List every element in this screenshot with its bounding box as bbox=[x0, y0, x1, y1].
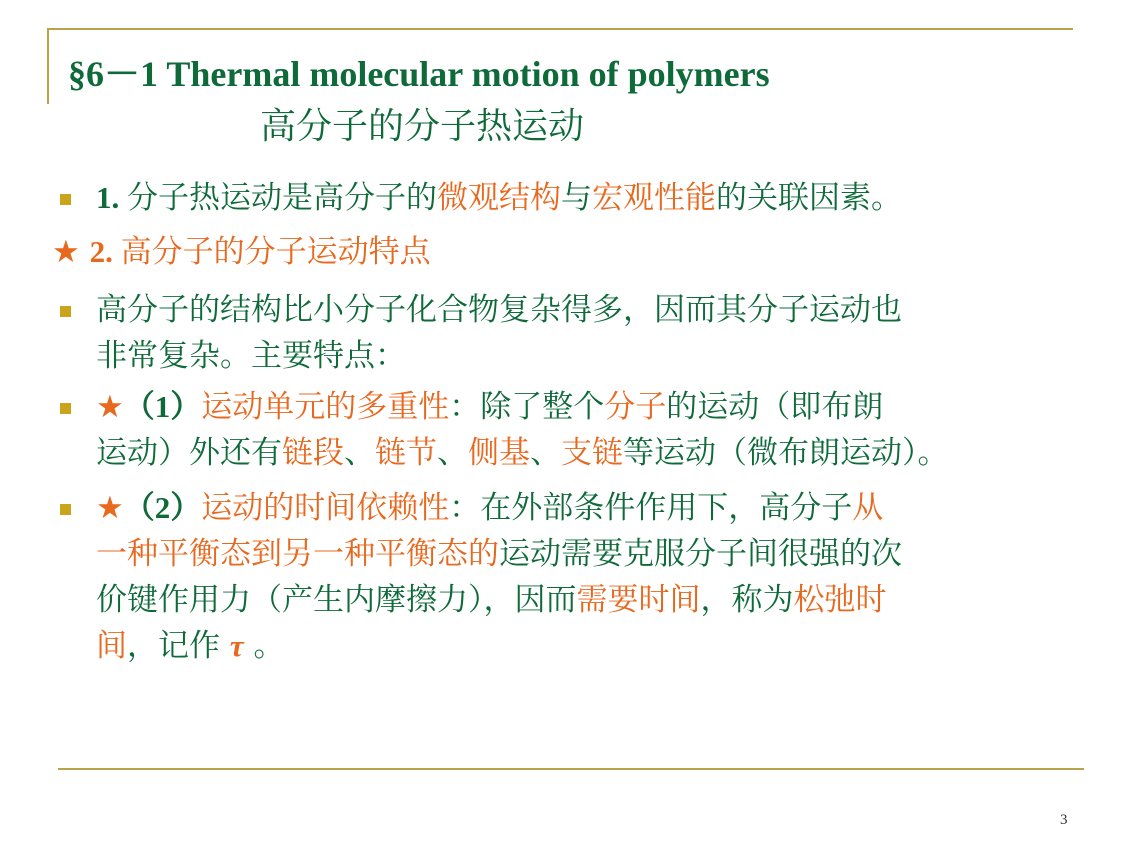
slide-title: §6－1 Thermal molecular motion of polymers bbox=[68, 54, 770, 94]
bottom-rule bbox=[58, 768, 1084, 770]
top-rule bbox=[47, 28, 1073, 30]
list-item-1: 1. 分子热运动是高分子的微观结构与宏观性能的关联因素。 bbox=[60, 175, 1138, 221]
bullet-square-icon bbox=[60, 504, 71, 515]
left-accent-line bbox=[47, 28, 49, 104]
bullet-square-icon bbox=[60, 194, 71, 205]
highlight-microstructure: 微观结构 bbox=[437, 180, 561, 216]
star-icon: ★ bbox=[96, 389, 124, 425]
list-item-3: 高分子的结构比小分子化合物复杂得多，因而其分子运动也 非常复杂。主要特点： bbox=[60, 287, 1138, 379]
list-item-2: ★ 2. 高分子的分子运动特点 bbox=[52, 234, 431, 270]
list-item-4: ★（1）运动单元的多重性：除了整个分子的运动（即布朗 运动）外还有链段、链节、侧基、支链等运动（微布朗运动）。 bbox=[60, 384, 1138, 476]
highlight-macro-performance: 宏观性能 bbox=[592, 180, 716, 216]
tau-symbol: τ bbox=[229, 628, 244, 663]
page-number: 3 bbox=[1060, 812, 1068, 828]
star-icon: ★ bbox=[52, 234, 90, 270]
bullet-square-icon bbox=[60, 403, 71, 414]
star-icon: ★ bbox=[96, 490, 124, 526]
list-item-5: ★（2）运动的时间依赖性：在外部条件作用下，高分子从 一种平衡态到另一种平衡态的运动需要克服分子间很强的次 价键作用力（产生内摩擦力），因而需要时间，称为松弛时 间，记作 τ 。 bbox=[60, 485, 1138, 669]
bullet-square-icon bbox=[60, 306, 71, 317]
slide-subtitle: 高分子的分子热运动 bbox=[260, 106, 585, 147]
